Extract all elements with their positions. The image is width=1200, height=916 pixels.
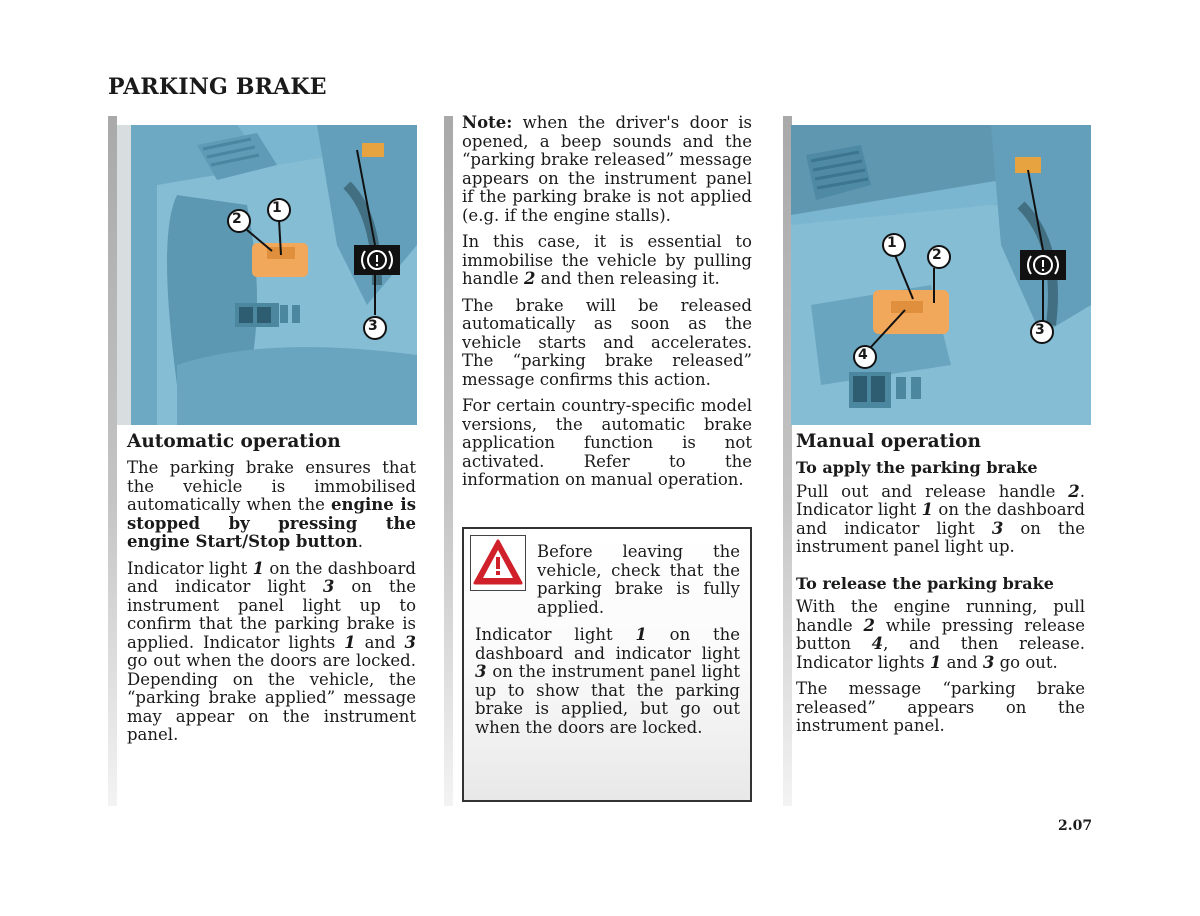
ref-number: 1 [252,558,265,578]
callout-3: 3 [368,318,378,334]
callout-3: 3 [1035,322,1045,338]
text: , and then release. Indicator lights [796,634,1085,672]
text: on the dashboard and indicator light [796,500,1085,538]
note-label: Note: [462,113,513,132]
middle-paragraph-4: For certain country-specific model versions, the automatic brake application function is not activated. Refer to the information on manual operation. [462,396,752,489]
text: Indicator light [475,625,636,644]
left-paragraph-1 [127,459,416,552]
text: . [357,532,363,551]
ref-number: 1 [344,632,356,652]
left-column [127,431,416,753]
text: go out when the doors are locked. Depending on the vehicle, the “parking brake applied” message may appear on the instrument panel. [127,651,416,744]
warning-text-indicator [475,626,740,737]
text: . Indicator light [796,481,1085,519]
ref-number: 3 [322,577,335,596]
ref-number: 1 [921,500,934,519]
text: Indicator light [127,558,253,578]
left-paragraph-2 [127,560,416,745]
text: on the instrument panel light up. [796,518,1085,556]
right-column [796,431,1085,744]
manual-operation-heading: Manual operation [796,431,981,452]
release-heading: To release the parking brake [796,573,1054,593]
ref-number: 3 [404,632,416,652]
released-message-paragraph: The message “parking brake released” appears on the instrument panel. [796,679,1085,735]
warning-triangle-icon [470,535,526,591]
callout-4: 4 [858,347,868,363]
callout-1: 1 [887,235,897,251]
release-paragraph [796,598,1085,672]
dashboard-photo-manual [791,125,1091,425]
middle-paragraph-2 [462,233,752,289]
text: In this case, it is essential to immobilise the vehicle by pulling handle [462,232,752,288]
ref-number: 2 [863,615,876,635]
ref-number: 2 [1068,481,1080,501]
text: Pull out and release handle [796,481,1069,501]
text: and then releasing it. [535,269,720,288]
column-rule-left [108,116,117,806]
text-bold: engine is stopped by pressing the engine Start/Stop button [127,495,416,551]
callout-1: 1 [272,200,282,216]
apply-paragraph [796,483,1085,557]
page-number: 2.07 [1058,818,1093,834]
ref-number: 1 [929,652,942,672]
warning-box [462,527,752,802]
text: The parking brake ensures that the vehicle is immobilised automatically when the [127,458,416,514]
callout-2: 2 [232,211,242,227]
text: on the instrument panel light up to show that the parking brake is applied, but go out when the doors are locked. [475,662,740,737]
ref-number: 3 [991,518,1004,538]
text: go out. [994,652,1058,672]
text: on the dashboard and indicator light [127,558,416,596]
apply-heading: To apply the parking brake [796,458,1038,477]
ref-number: 3 [982,652,995,672]
dashboard-photo-automatic [117,125,417,425]
text: and [941,652,983,672]
text: when the driver's door is opened, a beep sounds and the “parking brake released” message appears on the instrument panel if the parking brake is not applied (e.g. if the engine stalls). [462,113,752,225]
text: and [355,632,405,652]
text: With the engine running, pull handle [796,597,1085,635]
page-title: PARKING BRAKE [108,74,327,100]
text: on the dashboard and indicator light [475,625,740,663]
ref-number: 1 [635,625,647,644]
ref-number: 2 [523,269,536,288]
column-rule-middle [444,116,453,806]
text: while pressing release button [796,615,1085,653]
middle-column [462,114,752,498]
automatic-operation-heading: Automatic operation [127,431,341,452]
text: on the instrument panel light up to confirm that the parking brake is applied. Indicator lights [127,577,416,652]
warning-text-main: Before leaving the vehicle, check that the parking brake is fully applied. [537,542,740,617]
ref-number: 3 [475,662,487,681]
callout-2: 2 [932,247,942,263]
ref-number: 4 [871,634,884,653]
note-paragraph [462,114,752,225]
middle-paragraph-3: The brake will be released automatically as soon as the vehicle starts and accelerates. The “parking brake released” message confirms this action. [462,295,752,389]
